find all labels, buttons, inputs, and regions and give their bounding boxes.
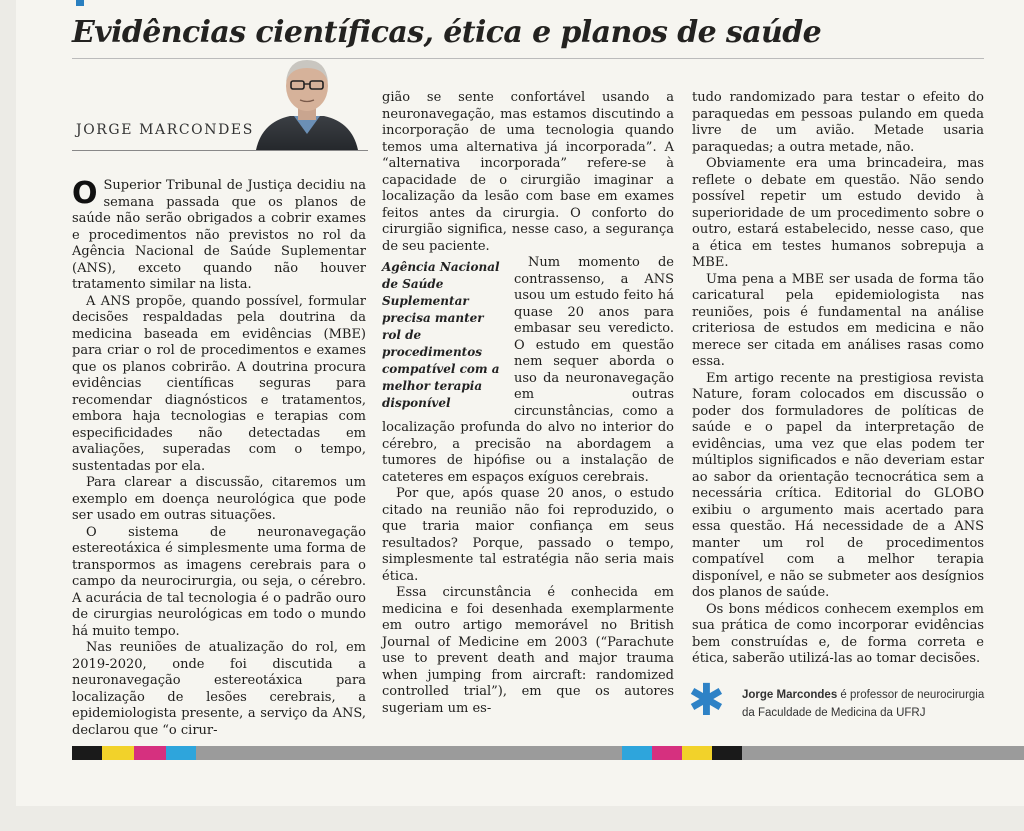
- paragraph: A ANS propõe, quando possível, formular decisões respaldadas pela doutrina da medicina baseada em evidências (MBE) para criar o rol de procedimentos e exames que os planos cobrirão. A doutrina procura evidências científicas seguras para recomendar diagnósticos e tratamentos, embora haja tecnologias e terapias com especificidades não detectadas em avaliações, superadas com o tempo, sustentadas por ela.: [72, 293, 366, 474]
- paragraph: Por que, após quase 20 anos, o estudo citado na reunião não foi reproduzido, o que traria maior confiança em seus resultados? Porque, passado o tempo, simplesmente tal estratégia não seria mais ética.: [382, 486, 674, 584]
- paragraph: Uma pena a MBE ser usada de forma tão caricatural pela epidemiologista nas reuniões, pois é fundamental na análise criteriosa de estudos em medicina e não merece ser citada em análises rasas como essa.: [692, 271, 984, 369]
- section-marker: [76, 0, 84, 6]
- swatch-cyan: [166, 746, 196, 760]
- paragraph: gião se sente confortável usando a neuronavegação, mas estamos discutindo a incorporação de uma tecnologia quando temos uma alternativa já incorporada”. A “alternativa incorporada” refere-se à capacidade de o cirurgião imaginar a localização da lesão com base em exames feitos antes da cirurgia. O conforto do cirurgião significa, nesse caso, a segurança de seu paciente.: [382, 90, 674, 254]
- paragraph: Num momento de contrassenso, a ANS usou um estudo feito há quase 20 anos para embasar seu veredicto. O estudo em questão nem sequer aborda o uso da neuronavegação em outras circunstâncias, como a localização profunda do alvo no interior do cérebro, a precisão na abordagem a tumores de hipófise ou a instalação de cateteres em espaços exíguos cerebrais.: [382, 255, 674, 485]
- swatch-gray: [196, 746, 622, 760]
- headline-rule: [72, 58, 984, 59]
- article-column-1: [72, 178, 366, 739]
- asterisk-icon: ✱: [688, 675, 725, 726]
- paragraph: Essa circunstância é conhecida em medicina e foi desenhada exemplarmente em outro artigo memorável no British Journal of Medicine em 2003 (“Parachute use to prevent death and major trauma when jumping from aircraft: randomized controlled trial”), em que os autores sugeriam um es-: [382, 585, 674, 716]
- swatch-black: [712, 746, 742, 760]
- author-portrait: [252, 52, 362, 150]
- bio-text: [742, 686, 988, 722]
- swatch-black: [72, 746, 102, 760]
- bio-description: é professor de neurocirurgia da Faculdade de Medicina da UFRJ: [742, 689, 985, 719]
- paragraph: O sistema de neuronavegação estereotáxica é simplesmente uma forma de transpormos as imagens cerebrais para o campo da neurocirurgia, ou seja, o cérebro. A acurácia de tal tecnologia é o padrão ouro de cirurgias neurológicas em todo o mundo há muito tempo.: [72, 524, 366, 639]
- pull-quote: Agência Nacional de Saúde Suplementar precisa manter rol de procedimentos compatível com a melhor terapia disponível: [382, 260, 500, 410]
- paragraph: tudo randomizado para testar o efeito do paraquedas em pessoas pulando em queda livre de um avião. Metade usaria paraquedas; a outra metade, não.: [692, 90, 984, 155]
- paragraph: Obviamente era uma brincadeira, mas reflete o debate em questão. Não sendo possível repetir um estudo devido à superioridade de um procedimento sobre o outro, estará estabelecido, nesse caso, que a ética em testes humanos sobrepuja a MBE.: [692, 156, 984, 270]
- swatch-gray: [742, 746, 1024, 760]
- article-column-2: [382, 90, 674, 717]
- byline-rule: [72, 150, 368, 151]
- paragraph: Em artigo recente na prestigiosa revista Nature, foram colocados em discussão o poder dos formuladores de políticas de saúde e o papel da interpretação de evidências, uma vez que elas podem ter múltiplos significados e não deveriam estar ao sabor da orientação tecnocrática sem a necessária crítica. Editorial do GLOBO exibiu o argumento mais acertado para essa questão. Há necessidade de a ANS manter um rol de procedimentos compatível com a melhor terapia disponível, e não se submeter aos desígnios dos planos de saúde.: [692, 370, 984, 600]
- registration-color-bar: [72, 746, 1024, 760]
- paragraph: Nas reuniões de atualização do rol, em 2019-2020, onde foi discutida a neuronavegação estereotáxica para localização de lesões cerebrais, a epidemiologista presente, a serviço da ANS, declarou que “o cirur-: [72, 640, 366, 738]
- newspaper-page: [16, 0, 1024, 806]
- bio-name: Jorge Marcondes: [742, 689, 838, 701]
- paragraph: Superior Tribunal de Justiça decidiu na semana passada que os planos de saúde não serão obrigados a cobrir exames e procedimentos não previstos no rol da Agência Nacional de Saúde Suplementar (ANS), exceto quando não houver tratamento similar na lista.: [72, 178, 366, 292]
- drop-cap: O: [72, 176, 98, 211]
- headline: Evidências científicas, ética e planos de saúde: [72, 15, 822, 50]
- swatch-cyan: [622, 746, 652, 760]
- paragraph: Para clarear a discussão, citaremos um exemplo em doença neurológica que pode ser usado em outras situações.: [72, 475, 366, 523]
- author-byline: JORGE MARCONDES: [76, 122, 254, 138]
- swatch-magenta: [134, 746, 166, 760]
- swatch-magenta: [652, 746, 682, 760]
- swatch-yellow: [682, 746, 712, 760]
- swatch-yellow: [102, 746, 134, 760]
- article-column-3: [692, 90, 984, 668]
- paragraph: Os bons médicos conhecem exemplos em sua prática de como incorporar evidências bem construídas e, de forma correta e ética, saberão utilizá-las ao tomar decisões.: [692, 601, 984, 666]
